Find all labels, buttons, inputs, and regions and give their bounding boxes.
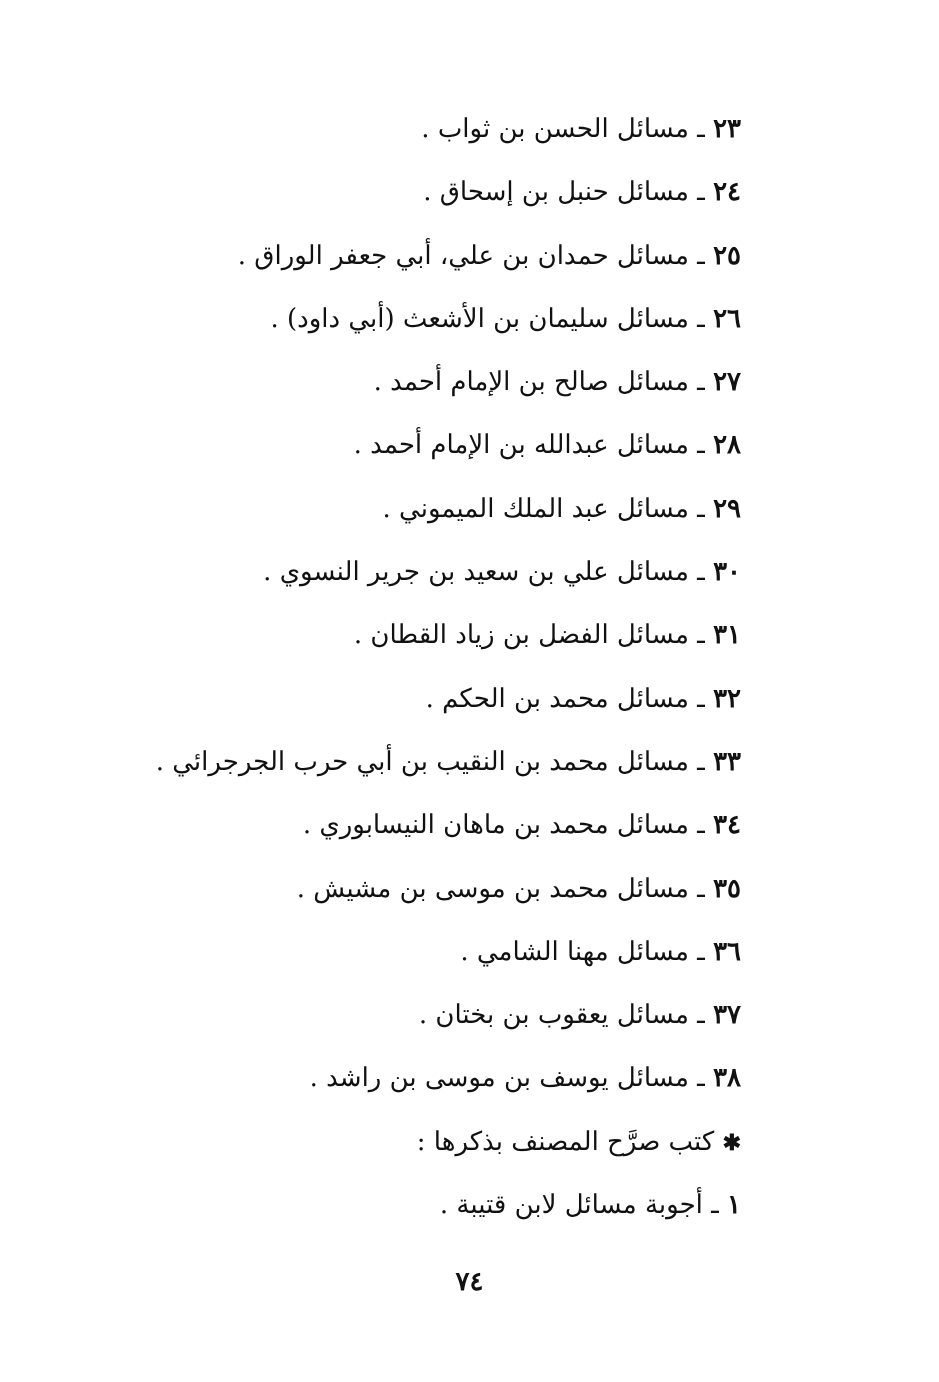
list-item (21, 484, 741, 547)
item-separator: ـ (688, 430, 714, 461)
item-number: ٣٥ (713, 873, 741, 904)
item-number: ٣٦ (713, 936, 741, 967)
item-text: مسائل عبد الملك الميموني . (382, 493, 689, 524)
list-item (21, 231, 741, 294)
item-text: مسائل محمد بن الحكم . (425, 683, 689, 714)
item-number: ٢٦ (713, 303, 741, 334)
item-number: ٢٤ (713, 177, 741, 208)
asterisk-icon: ✱ (722, 1129, 741, 1156)
list-item (21, 547, 741, 610)
list-item (21, 294, 741, 357)
item-separator: ـ (688, 683, 714, 714)
item-text: مسائل حنبل بن إسحاق . (423, 177, 689, 208)
item-text: أجوبة مسائل لابن قتيبة . (439, 1190, 703, 1221)
item-text: مسائل يعقوب بن بختان . (418, 1000, 689, 1031)
item-separator: ـ (688, 936, 714, 967)
item-text: مسائل صالح بن الإمام أحمد . (373, 367, 689, 398)
item-separator: ـ (688, 493, 714, 524)
item-number: ٢٧ (713, 367, 741, 398)
item-text: مسائل سليمان بن الأشعث (أبي داود) . (270, 303, 689, 334)
item-number: ٣٨ (713, 1063, 741, 1094)
item-number: ١ (727, 1190, 741, 1221)
item-text: مسائل مهنا الشامي . (460, 936, 689, 967)
item-number: ٣٤ (713, 810, 741, 841)
list-item (21, 357, 741, 420)
list-item (21, 167, 741, 230)
list-item (21, 990, 741, 1053)
list-item (21, 674, 741, 737)
item-text: مسائل محمد بن موسى بن مشيش . (296, 873, 689, 904)
item-separator: ـ (688, 367, 714, 398)
list-item (21, 737, 741, 800)
item-separator: ـ (688, 746, 714, 777)
item-number: ٣٣ (713, 746, 741, 777)
item-separator: ـ (688, 620, 714, 651)
list-item (21, 800, 741, 863)
list-item (21, 1180, 741, 1243)
section-heading-text: كتب صرَّح المصنف بذكرها : (416, 1126, 715, 1157)
item-text: مسائل حمدان بن علي، أبي جعفر الوراق . (237, 240, 689, 271)
item-text: مسائل علي بن سعيد بن جرير النسوي . (263, 557, 689, 588)
item-number: ٢٣ (713, 114, 741, 144)
item-separator: ـ (688, 177, 714, 208)
masail-list (21, 104, 741, 1243)
item-separator: ـ (688, 810, 714, 841)
item-separator: ـ (688, 114, 714, 144)
list-item (21, 610, 741, 673)
item-number: ٢٥ (713, 240, 741, 271)
item-separator: ـ (688, 873, 714, 904)
list-item (21, 1053, 741, 1116)
item-separator: ـ (688, 1063, 714, 1094)
item-text: مسائل عبدالله بن الإمام أحمد . (353, 430, 689, 461)
item-separator: ـ (688, 240, 714, 271)
item-number: ٢٩ (713, 493, 741, 524)
list-item (21, 104, 741, 167)
item-separator: ـ (688, 1000, 714, 1031)
item-number: ٣٠ (713, 557, 741, 588)
item-text: مسائل الحسن بن ثواب . (421, 114, 689, 144)
item-text: مسائل محمد بن ماهان النيسابوري . (302, 810, 689, 841)
item-number: ٢٨ (713, 430, 741, 461)
item-separator: ـ (688, 557, 714, 588)
list-item (21, 927, 741, 990)
item-separator: ـ (702, 1190, 728, 1221)
section-heading (21, 1117, 741, 1180)
item-number: ٣٢ (713, 683, 741, 714)
item-number: ٣١ (713, 620, 741, 651)
list-item (21, 864, 741, 927)
item-text: مسائل يوسف بن موسى بن راشد . (309, 1063, 689, 1094)
item-text: مسائل الفضل بن زياد القطان . (353, 620, 689, 651)
item-number: ٣٧ (713, 1000, 741, 1031)
page-number: ٧٤ (455, 1267, 484, 1297)
item-text: مسائل محمد بن النقيب بن أبي حرب الجرجرائي . (155, 746, 689, 777)
item-separator: ـ (688, 303, 714, 334)
list-item (21, 420, 741, 483)
